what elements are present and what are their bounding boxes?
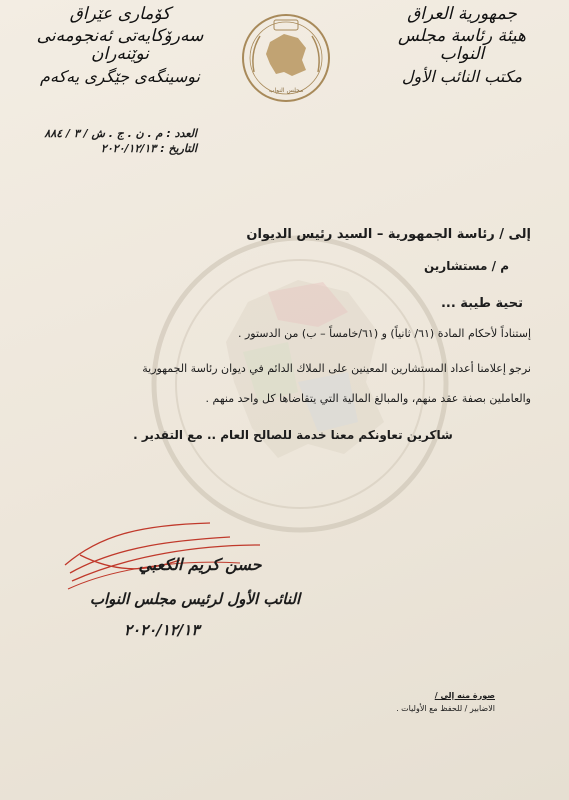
copy-to-item: الاضابير / للحفظ مع الأوليات . [396, 703, 495, 713]
reference-number-row [32, 126, 197, 141]
closing-thanks: شاكرين تعاونكم معنا خدمة للصالح العام .. مع التقدير . [133, 428, 453, 442]
reference-block [32, 126, 197, 157]
copy-to-title: صورة منه إلى / [434, 691, 495, 700]
header-kurdish-line-1: كۆماری عێراق [69, 4, 171, 24]
reference-number-value: م . ن . ج . ش / ٣ / ٨٨٤ [44, 127, 163, 140]
header-arabic-line-1: جمهورية العراق [407, 4, 517, 24]
paragraph-request-line-1: نرجو إعلامنا أعداد المستشارين المعينين على الملاك الدائم في ديوان رئاسة الجمهورية [142, 362, 531, 375]
watermark-seal [148, 232, 453, 537]
reference-number-label: العدد : [166, 127, 197, 140]
header-arabic-line-2: هيئة رئاسة مجلس النواب [397, 25, 526, 64]
reference-date-row [32, 141, 197, 156]
header-arabic [377, 6, 547, 85]
copy-to-block [300, 690, 495, 716]
signature-date: ٢٠٢٠/١٢/١٣ [124, 621, 200, 639]
header-kurdish [20, 6, 220, 85]
header-kurdish-line-3: نوسینگەی جێگری یەکەم [40, 66, 200, 86]
subject-line: م / مستشارين [423, 259, 509, 273]
reference-date-value: ٢٠٢٠/١٢/١٣ [100, 142, 157, 156]
greeting: تحية طيبة ... [440, 296, 523, 311]
paragraph-request-line-2: والعاملين بصفة عقد منهم، والمبالغ المالية التي يتقاضاها كل واحد منهم . [205, 392, 531, 405]
recipient-line: إلى / رئاسة الجمهورية – السيد رئيس الديوان [246, 227, 531, 242]
header-kurdish-line-2: سەرۆکایەتی ئەنجومەنی نوێنەران [36, 25, 204, 64]
reference-date-label: التاريخ : [160, 142, 197, 156]
parliament-emblem-logo [240, 12, 332, 104]
signatory-title: النائب الأول لرئيس مجلس النواب [89, 590, 301, 608]
signatory-name: حسن كريم الكعبي [138, 555, 262, 574]
header-arabic-line-3: مكتب النائب الأول [401, 66, 523, 86]
signature-block [60, 515, 310, 655]
emblem-caption: مجلس النواب [268, 87, 304, 94]
paragraph-legal-basis: إستناداً لأحكام المادة (٦١/ ثانياً) و (٦١/خامساً – ب) من الدستور . [237, 327, 531, 340]
